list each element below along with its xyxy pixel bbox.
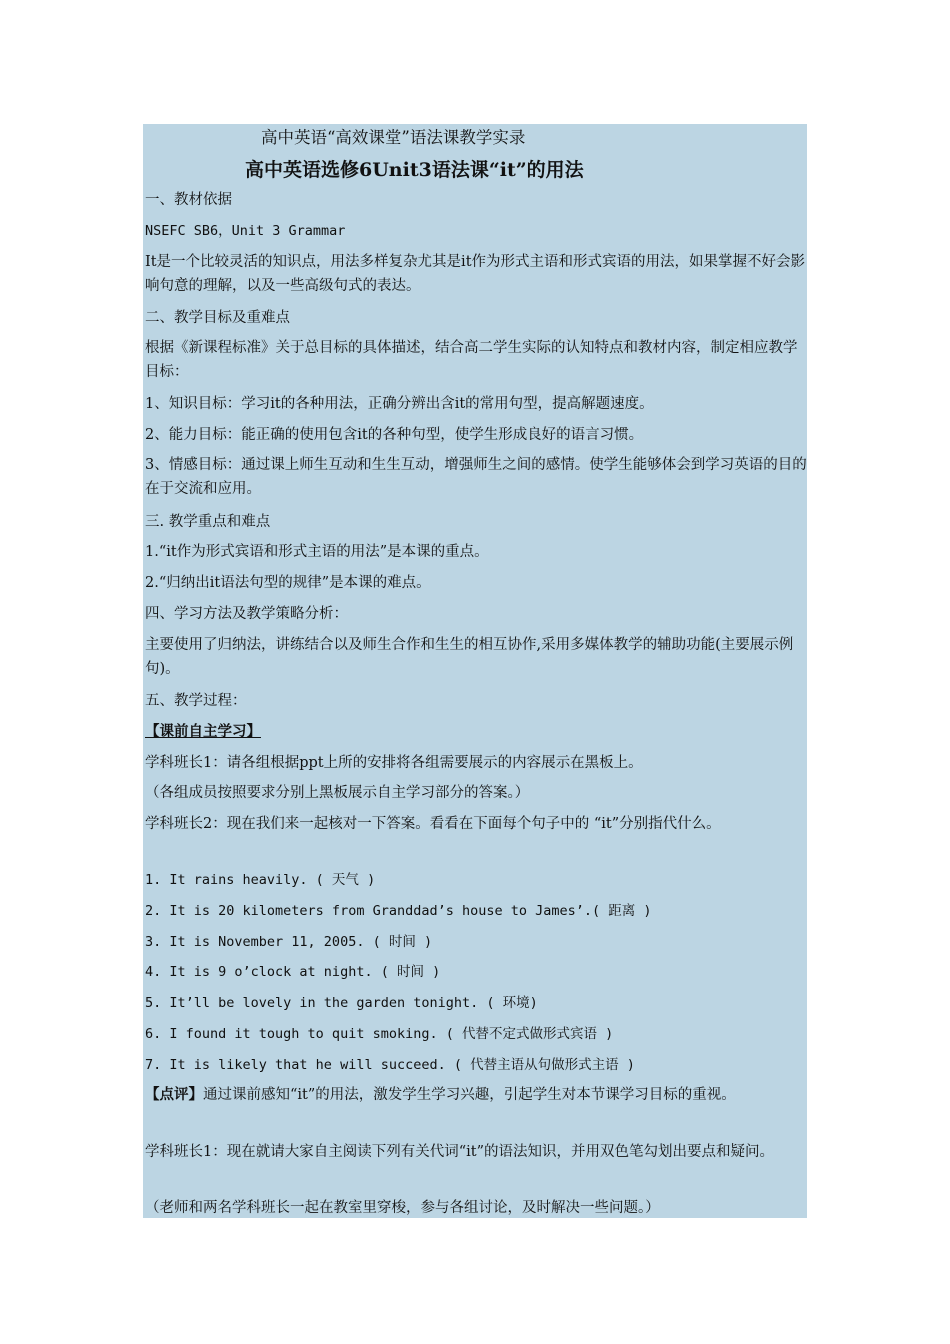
goal-knowledge: 1、知识目标：学习it的各种用法，正确分辨出含it的常用句型，提高解题速度。	[145, 396, 654, 412]
difficult-point: 2.“归纳出it语法句型的规律”是本课的难点。	[145, 575, 431, 591]
source-line: NSEFC SB6，Unit 3 Grammar	[145, 223, 346, 239]
section-heading-5: 五、教学过程：	[145, 693, 247, 709]
section-heading-4: 四、学习方法及教学策略分析：	[145, 606, 348, 622]
example-sentence: 7. It is likely that he will succeed. ( 代替主语从句做形式主语 )	[145, 1057, 635, 1073]
paragraph-methods: 主要使用了归纳法，讲练结合以及师生合作和生生的相互协作,采用多媒体教学的辅助功能(主要展示例句)。	[145, 637, 794, 677]
stage-note-2: （老师和两名学科班长一起在教室里穿梭，参与各组讨论，及时解决一些问题。）	[145, 1200, 660, 1216]
section-heading-2: 二、教学目标及重难点	[145, 310, 290, 326]
example-sentence: 4. It is 9 o’clock at night. ( 时间 )	[145, 964, 441, 980]
section-heading-1: 一、教材依据	[145, 192, 232, 208]
document-subtitle: 高中英语选修6Unit3语法课“it”的用法	[245, 159, 584, 181]
monitor-instruction-3: 学科班长1：现在就请大家自主阅读下列有关代词“it”的语法知识，并用双色笔勾划出要点和疑问。	[145, 1144, 775, 1160]
document-title: 高中英语“高效课堂”语法课教学实录	[261, 128, 526, 147]
goal-ability: 2、能力目标：能正确的使用包含it的各种句型，使学生形成良好的语言习惯。	[145, 427, 644, 443]
stage-note-1: （各组成员按照要求分别上黑板展示自主学习部分的答案。）	[145, 785, 530, 801]
paragraph-goals-intro: 根据《新课程标准》关于总目标的具体描述，结合高二学生实际的认知特点和教材内容，制定相应教学目标：	[145, 340, 798, 380]
subheading-self-study-text: 【课前自主学习】	[145, 723, 261, 740]
comment-text: 通过课前感知“it”的用法，激发学生学习兴趣，引起学生对本节课学习目标的重视。	[203, 1087, 736, 1103]
monitor-instruction-1: 学科班长1：请各组根据ppt上所的安排将各组需要展示的内容展示在黑板上。	[145, 755, 643, 771]
paragraph-it-intro: It是一个比较灵活的知识点，用法多样复杂尤其是it作为形式主语和形式宾语的用法，如果掌握不好会影响句意的理解，以及一些高级句式的表达。	[145, 254, 806, 294]
monitor-instruction-2: 学科班长2：现在我们来一起核对一下答案。看看在下面每个句子中的 “it”分别指代什么。	[145, 816, 721, 832]
document-page	[143, 124, 807, 1218]
example-sentence: 6. I found it tough to quit smoking. ( 代替不定式做形式宾语 )	[145, 1026, 614, 1042]
example-sentence: 2. It is 20 kilometers from Granddad’s house to James’.( 距离 )	[145, 903, 652, 919]
subheading-self-study	[145, 720, 807, 744]
example-sentence: 5. It’ll be lovely in the garden tonight. ( 环境)	[145, 995, 538, 1011]
comment-label: 【点评】	[145, 1086, 203, 1103]
example-sentence: 1. It rains heavily. ( 天气 )	[145, 872, 376, 888]
goal-emotion: 3、情感目标：通过课上师生互动和生生互动，增强师生之间的感情。使学生能够体会到学习英语的目的在于交流和应用。	[145, 457, 807, 497]
key-point: 1.“it作为形式宾语和形式主语的用法”是本课的重点。	[145, 544, 489, 560]
section-heading-3: 三. 教学重点和难点	[145, 514, 271, 530]
comment-paragraph	[145, 1083, 807, 1107]
example-sentence: 3. It is November 11, 2005. ( 时间 )	[145, 934, 433, 950]
